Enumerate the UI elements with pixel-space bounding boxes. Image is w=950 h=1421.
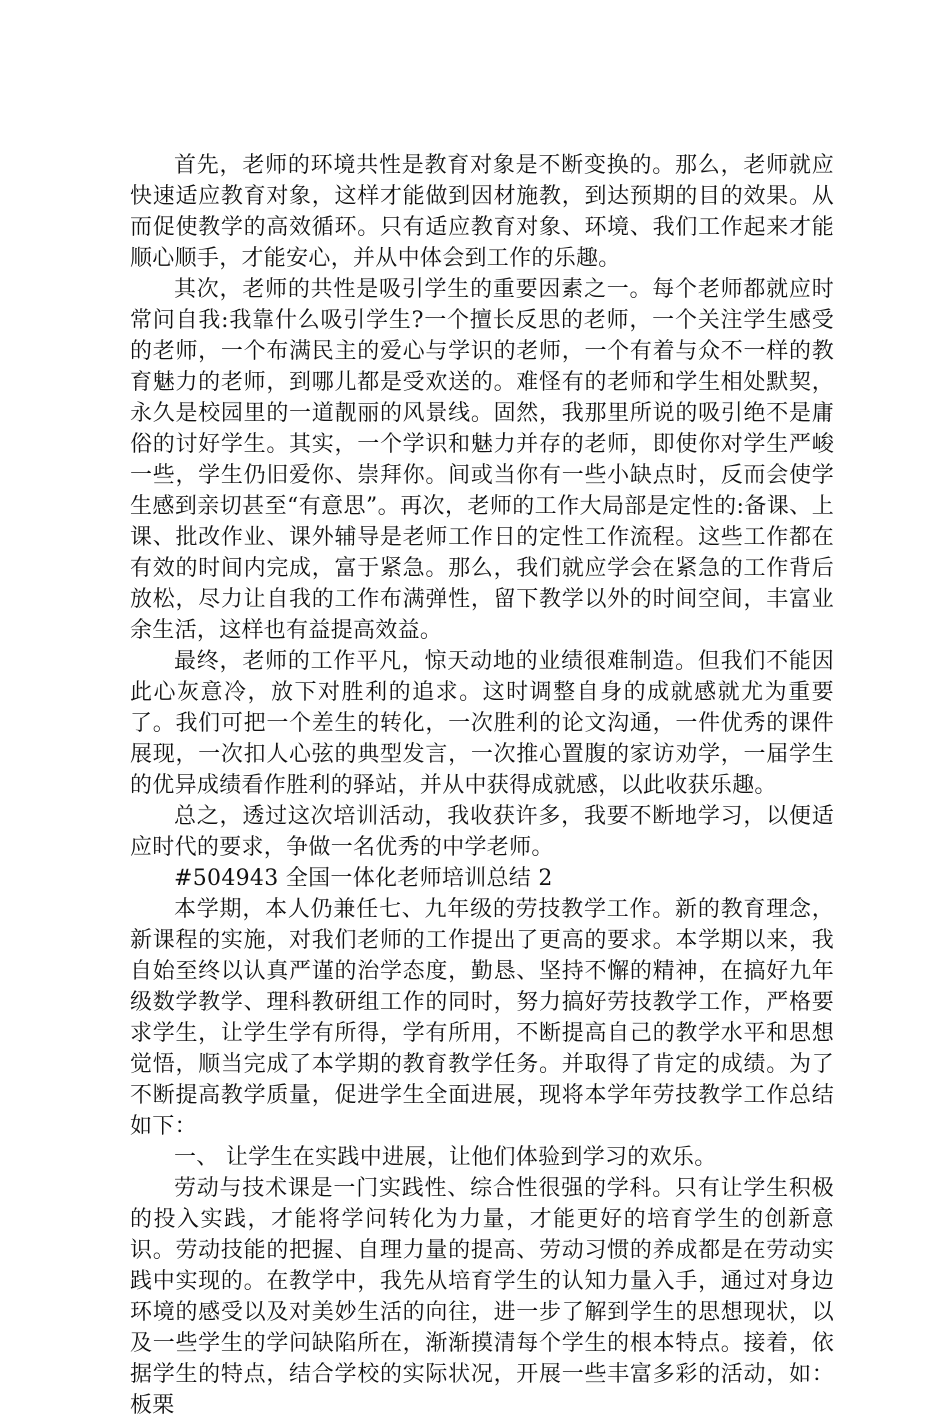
paragraph-semester: 本学期，本人仍兼任七、九年级的劳技教学工作。新的教育理念，新课程的实施，对我们老师的工作提出了更高的要求。本学期以来，我自始至终以认真严谨的治学态度，勤恳、坚持不懈的精神，在搞好九年级数学教学、理科教研组工作的同时，努力搞好劳技教学工作，严格要求学生，让学生学有所得，学有所用，不断提高自己的教学水平和思想觉悟，顺当完成了本学期的教育教学任务。并取得了肯定的成绩。为了不断提高教学质量，促进学生全面进展，现将本学年劳技教学工作总结如下： (130, 897, 834, 1139)
paragraph-labor-course: 劳动与技术课是一门实践性、综合性很强的学科。只有让学生积极的投入实践，才能将学问转化为力量，才能更好的培育学生的创新意识。劳动技能的把握、自理力量的提高、劳动习惯的养成都是在劳动实践中实现的。在教学中，我先从培育学生的认知力量入手，通过对身边环境的感受以及对美妙生活的向往，进一步了解到学生的思想现状，以及一些学生的学问缺陷所在，渐渐摸清每个学生的根本特点。接着，依据学生的特点，结合学校的实际状况，开展一些丰富多彩的活动，如：板栗 (130, 1176, 834, 1418)
paragraph-second: 其次，老师的共性是吸引学生的重要因素之一。每个老师都就应时常问自我:我靠什么吸引学生?一个擅长反思的老师，一个关注学生感受的老师，一个布满民主的爱心与学识的老师，一个有着与众不一样的教育魅力的老师，到哪儿都是受欢送的。难怪有的老师和学生相处默契，永久是校园里的一道靓丽的风景线。固然，我那里所说的吸引绝不是庸俗的讨好学生。其实，一个学识和魅力并存的老师，即使你对学生严峻一些，学生仍旧爱你、崇拜你。间或当你有一些小缺点时，反而会使学生感到亲切甚至“有意思”。再次，老师的工作大局部是定性的:备课、上课、批改作业、课外辅导是老师工作日的定性工作流程。这些工作都在有效的时间内完成，富于紧急。那么，我们就应学会在紧急的工作背后放松，尽力让自我的工作布满弹性，留下教学以外的时间空间，丰富业余生活，这样也有益提高效益。 (130, 277, 834, 643)
paragraph-summary: 总之，透过这次培训活动，我收获许多，我要不断地学习，以便适应时代的要求，争做一名优秀的中学老师。 (130, 804, 834, 860)
section-heading: #504943 全国一体化老师培训总结 2 (174, 866, 553, 891)
paragraph-point-one: 一、 让学生在实践中进展，让他们体验到学习的欢乐。 (174, 1145, 717, 1170)
paragraph-first: 首先，老师的环境共性是教育对象是不断变换的。那么，老师就应快速适应教育对象，这样才能做到因材施教，到达预期的目的效果。从而促使教学的高效循环。只有适应教育对象、环境、我们工作起来才能顺心顺手，才能安心，并从中体会到工作的乐趣。 (130, 153, 834, 271)
paragraph-finally: 最终，老师的工作平凡，惊天动地的业绩很难制造。但我们不能因此心灰意冷，放下对胜利的追求。这时调整自身的成就感就尤为重要了。我们可把一个差生的转化，一次胜利的论文沟通，一件优秀的课件展现，一次扣人心弦的典型发言，一次推心置腹的家访劝学，一届学生的优异成绩看作胜利的驿站，并从中获得成就感，以此收获乐趣。 (130, 649, 834, 798)
document-page (130, 150, 834, 1421)
